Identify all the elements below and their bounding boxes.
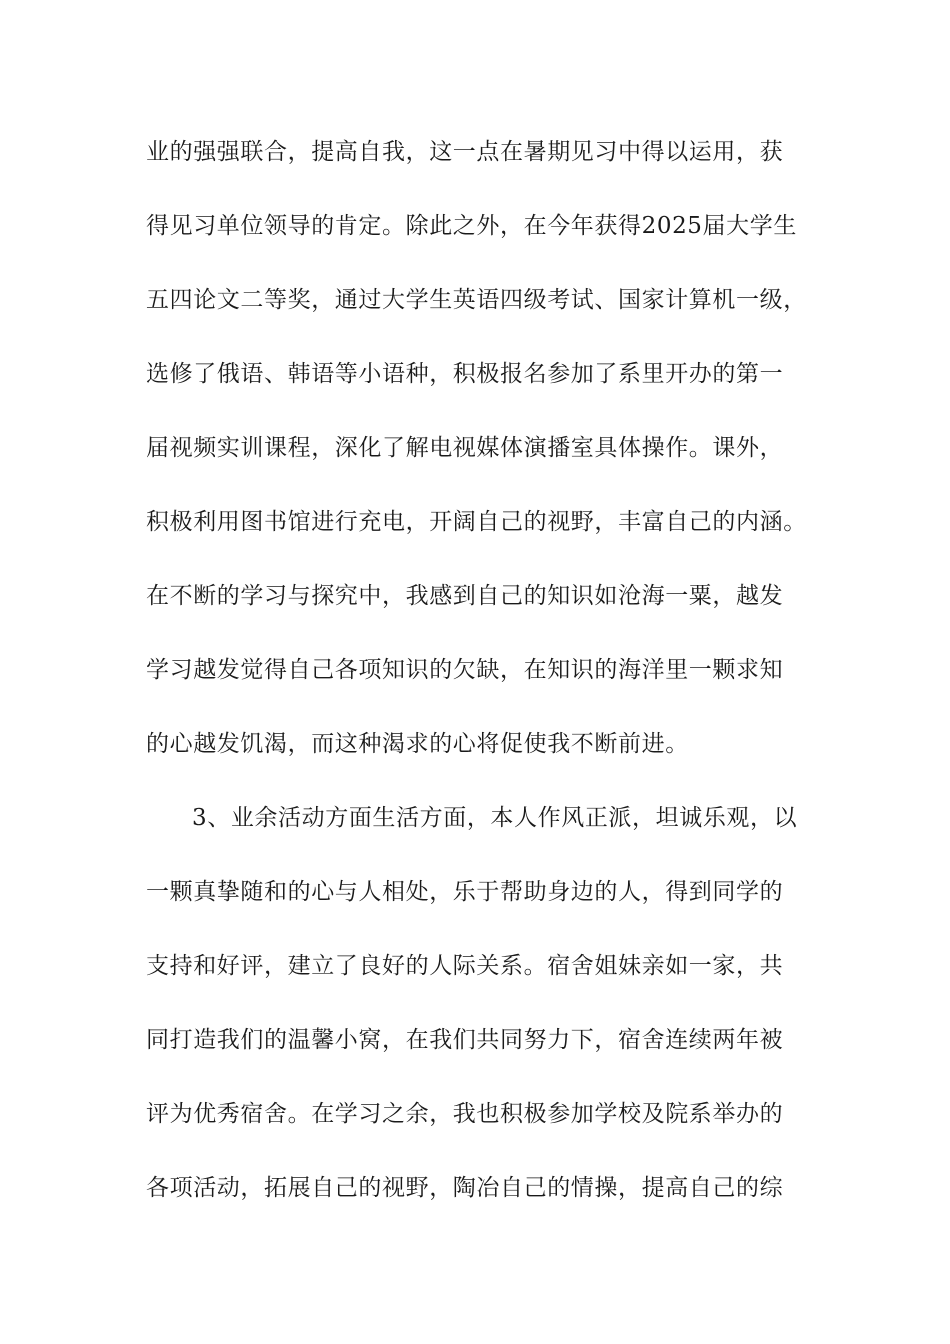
text-line: 届视频实训课程，深化了解电视媒体演播室具体操作。课外， [146,435,784,461]
text-line: 学习越发觉得自己各项知识的欠缺，在知识的海洋里一颗求知 [146,657,784,683]
text-line: 得见习单位领导的肯定。除此之外，在今年获得2025届大学生 [146,213,797,239]
text-line: 的心越发饥渴，而这种渴求的心将促使我不断前进。 [146,731,689,757]
text-line: 积极利用图书馆进行充电，开阔自己的视野，丰富自己的内涵。 [146,509,807,535]
text-line: 选修了俄语、韩语等小语种，积极报名参加了系里开办的第一 [146,361,784,387]
text-line: 同打造我们的温馨小窝，在我们共同努力下，宿舍连续两年被 [146,1027,784,1053]
text-line: 业的强强联合，提高自我，这一点在暑期见习中得以运用，获 [146,139,784,165]
text-line: 一颗真挚随和的心与人相处，乐于帮助身边的人，得到同学的 [146,879,784,905]
text-line: 在不断的学习与探究中，我感到自己的知识如沧海一粟，越发 [146,583,784,609]
text-line: 支持和好评，建立了良好的人际关系。宿舍姐妹亲如一家，共 [146,953,784,979]
text-line: 各项活动，拓展自己的视野，陶冶自己的情操，提高自己的综 [146,1175,784,1201]
paragraph-start-line: 3、业余活动方面生活方面，本人作风正派，坦诚乐观，以 [192,805,798,831]
text-line: 评为优秀宿舍。在学习之余，我也积极参加学校及院系举办的 [146,1101,784,1127]
text-line: 五四论文二等奖，通过大学生英语四级考试、国家计算机一级， [146,287,807,313]
